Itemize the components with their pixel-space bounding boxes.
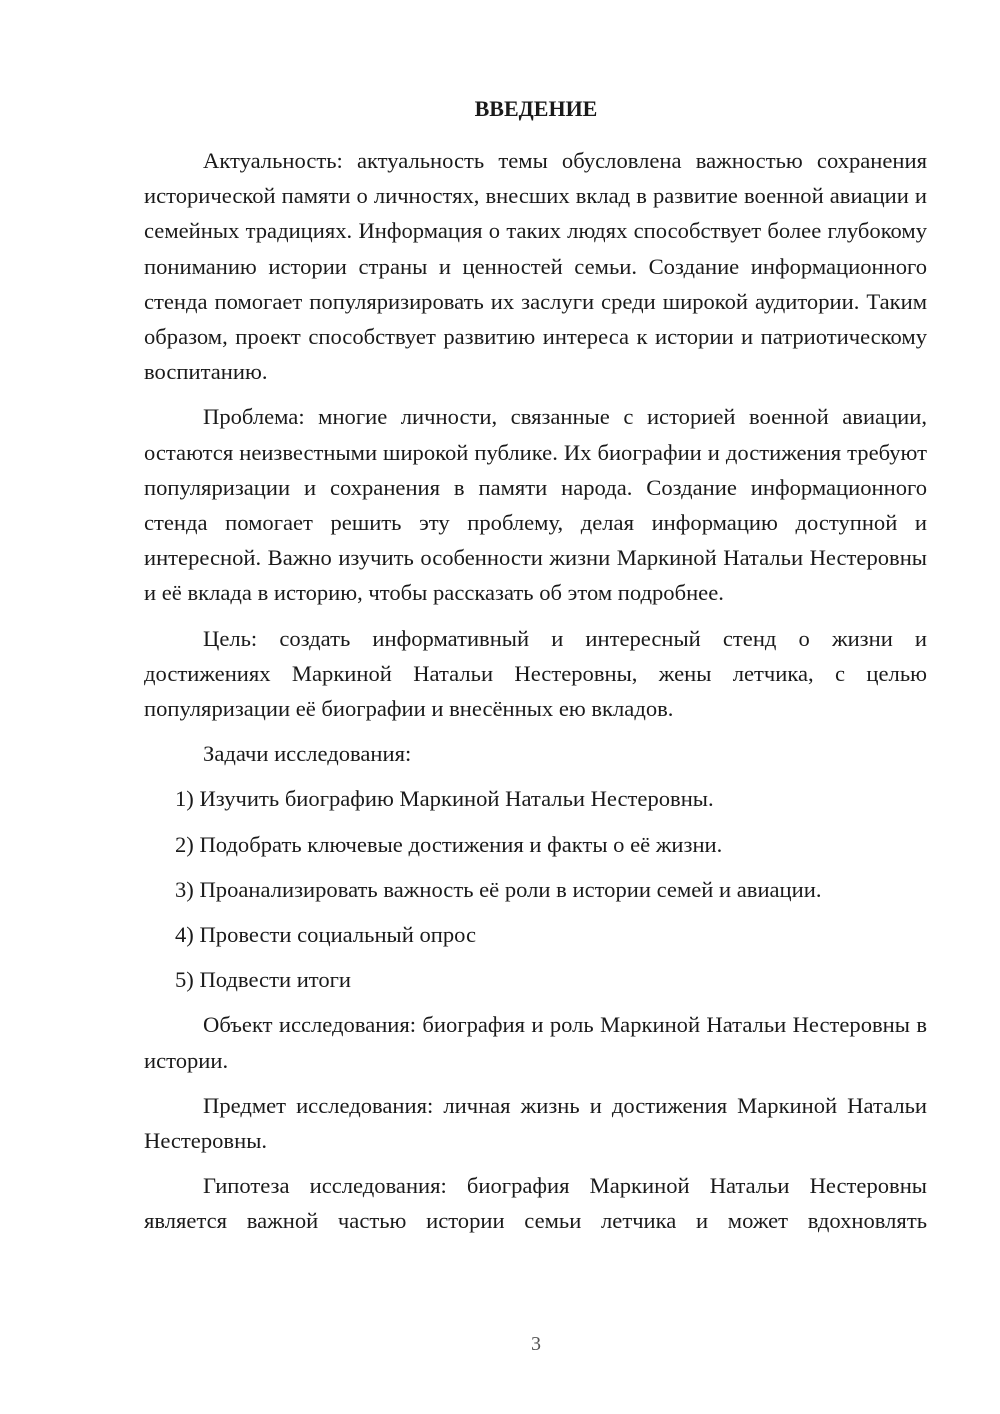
task-item: 3) Проанализировать важность её роли в истории семей и авиации. bbox=[175, 876, 822, 902]
page-title: ВВЕДЕНИЕ bbox=[474, 96, 598, 121]
tasks-heading: Задачи исследования: bbox=[203, 741, 412, 767]
goal-paragraph: Цель: создать информативный и интересный стенд о жизни и достижениях Маркиной Натальи Нестеровны, жены летчика, с целью популяризации её биографии и внесённых ею вкладов. bbox=[144, 625, 927, 722]
task-item: 4) Провести социальный опрос bbox=[175, 922, 477, 948]
task-item: 5) Подвести итоги bbox=[175, 967, 352, 993]
task-item: 2) Подобрать ключевые достижения и факты о её жизни. bbox=[175, 831, 723, 857]
subject-paragraph: Предмет исследования: личная жизнь и достижения Маркиной Натальи Нестеровны. bbox=[144, 1092, 927, 1154]
document-body bbox=[144, 143, 927, 1249]
hypothesis-paragraph: Гипотеза исследования: биография Маркиной Натальи Нестеровны является важной частью истории семьи летчика и может вдохновлять bbox=[144, 1173, 927, 1234]
problem-paragraph: Проблема: многие личности, связанные с историей военной авиации, остаются неизвестными широкой публике. Их биографии и достижения требуют популяризации и сохранения в памяти народа. Создание информационного стенда помогает решить эту проблему, делая информацию доступной и интересной. Важно изучить особенности жизни Маркиной Натальи Нестеровны и её вклада в историю, чтобы рассказать об этом подробнее. bbox=[144, 404, 927, 606]
task-item: 1) Изучить биографию Маркиной Натальи Нестеровны. bbox=[175, 786, 714, 812]
page-number: 3 bbox=[531, 1333, 541, 1355]
relevance-paragraph: Актуальность: актуальность темы обусловлена важностью сохранения исторической памяти о личностях, внесших вклад в развитие военной авиации и семейных традициях. Информация о таких людях способствует более глубокому пониманию истории страны и ценностей семьи. Создание информационного стенда помогает популяризировать их заслуги среди широкой аудитории. Таким образом, проект способствует развитию интереса к истории и патриотическому воспитанию. bbox=[144, 148, 927, 385]
object-paragraph: Объект исследования: биография и роль Маркиной Натальи Нестеровны в истории. bbox=[144, 1012, 927, 1073]
